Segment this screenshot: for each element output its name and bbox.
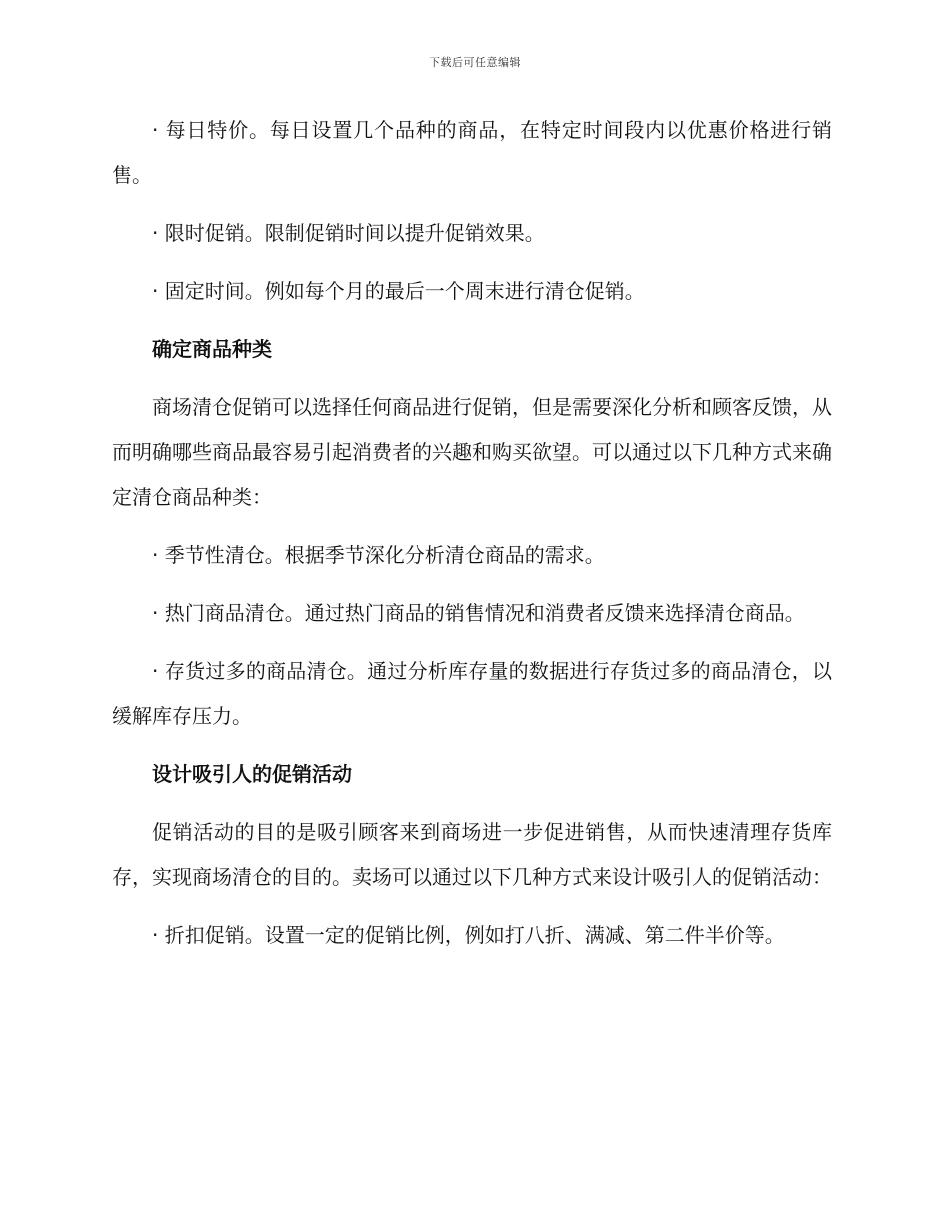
bullet-overstock: · 存货过多的商品清仓。通过分析库存量的数据进行存货过多的商品清仓，以缓解库存压力。 <box>112 659 832 728</box>
document-body <box>112 108 832 971</box>
bullet-popular: · 热门商品清仓。通过热门商品的销售情况和消费者反馈来选择清仓商品。 <box>152 601 805 625</box>
bullet-discount: · 折扣促销。设置一定的促销比例，例如打八折、满减、第二件半价等。 <box>152 923 785 947</box>
bullet-daily-special: · 每日特价。每日设置几个品种的商品，在特定时间段内以优惠价格进行销售。 <box>112 118 832 187</box>
page-header: 下载后可任意编辑 <box>429 56 521 69</box>
bullet-fixed-time: · 固定时间。例如每个月的最后一个周末进行清仓促销。 <box>152 279 645 303</box>
bullet-limited-time: · 限时促销。限制促销时间以提升促销效果。 <box>152 221 545 245</box>
section-heading-product-types: 确定商品种类 <box>152 337 272 361</box>
paragraph-product-types: 商场清仓促销可以选择任何商品进行促销，但是需要深化分析和顾客反馈，从而明确哪些商品最容易引起消费者的兴趣和购买欲望。可以通过以下几种方式来确定清仓商品种类： <box>112 395 832 509</box>
section-heading-promotion-design: 设计吸引人的促销活动 <box>152 762 352 786</box>
paragraph-promotion-design: 促销活动的目的是吸引顾客来到商场进一步促进销售，从而快速清理存货库存，实现商场清仓的目的。卖场可以通过以下几种方式来设计吸引人的促销活动： <box>112 820 832 889</box>
bullet-seasonal: · 季节性清仓。根据季节深化分析清仓商品的需求。 <box>152 543 605 567</box>
